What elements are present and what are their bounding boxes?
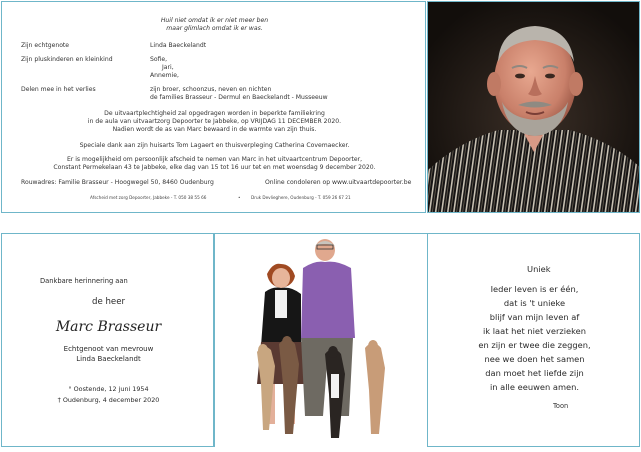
poem-title: Uniek bbox=[527, 264, 551, 274]
spouse-line-1: Echtgenoot van mevrouw bbox=[63, 345, 154, 353]
row-value-spouse: Linda Baeckelandt bbox=[150, 42, 207, 49]
farewell-line-1: Er is mogelijkheid om persoonlijk afscheid te nemen van Marc in het uitvaartcentrum Depoorter, bbox=[66, 156, 363, 163]
poem-line-1: Ieder leven is er één, bbox=[490, 284, 579, 294]
row-value-share-2: de families Brasseur - Dermul en Baeckelandt - Musseeuw bbox=[150, 94, 328, 101]
couple-photo-panel bbox=[214, 233, 427, 447]
card-inner-text-panel bbox=[1, 1, 426, 213]
row-value-child-1: Sofie, bbox=[150, 56, 168, 63]
row-label-children: Zijn pluskinderen en kleinkind bbox=[21, 56, 113, 63]
row-label-share: Delen mee in het verlies bbox=[21, 86, 96, 93]
poem-line-8: in alle eeuwen amen. bbox=[489, 382, 580, 392]
ceremony-line-2: in de aula van uitvaartzorg Depoorter te Jabbeke, op VRIJDAG 11 DECEMBER 2020. bbox=[87, 118, 342, 125]
row-label-spouse: Zijn echtgenote bbox=[21, 42, 70, 49]
poem-line-7: dan moet het liefde zijn bbox=[485, 368, 584, 378]
birth-date: ° Oostende, 12 juni 1954 bbox=[68, 385, 149, 393]
ceremony-line-1: De uitvaartplechtigheid zal opgedragen worden in beperkte familiekring bbox=[104, 110, 325, 117]
intro-text: Dankbare herinnering aan bbox=[40, 277, 128, 285]
spouse-line-2: Linda Baeckelandt bbox=[76, 355, 141, 363]
rouwadres: Rouwadres: Familie Brasseur - Hoogwegel 50, 8460 Oudenburg bbox=[21, 179, 214, 186]
card-poem-panel bbox=[427, 233, 640, 447]
poem-line-3: blijf van mijn leven af bbox=[489, 312, 580, 322]
poem-author: Toon bbox=[553, 402, 569, 410]
thanks-line: Speciale dank aan zijn huisarts Tom Lagaert en thuisverpleging Catherina Covemaecker. bbox=[79, 142, 350, 149]
quote-line-2: maar glimlach omdat ik er was. bbox=[166, 25, 263, 32]
portrait-photo bbox=[428, 2, 640, 213]
row-value-child-2: Jari, bbox=[162, 64, 174, 71]
poem-line-2: dat is 't unieke bbox=[503, 298, 566, 308]
death-date: † Oudenburg, 4 december 2020 bbox=[57, 396, 160, 404]
poem-line-5: en zijn er twee die zeggen, bbox=[478, 340, 591, 350]
row-value-child-3: Annemie, bbox=[150, 72, 179, 79]
couple-with-dogs-photo bbox=[215, 234, 428, 448]
online-condolence: Online condoleren op www.uitvaartdepoorter.be bbox=[265, 179, 412, 186]
ceremony-line-3: Nadien wordt de as van Marc bewaard in de warmte van zijn thuis. bbox=[112, 126, 317, 133]
quote-line-1: Huil niet omdat ik er niet meer ben bbox=[160, 17, 269, 24]
title-text: de heer bbox=[91, 297, 126, 307]
portrait-photo-panel bbox=[427, 1, 640, 213]
card-front-panel bbox=[1, 233, 214, 447]
footer-bullet: • bbox=[238, 195, 241, 200]
row-value-share-1: zijn broer, schoonzus, neven en nichten bbox=[150, 86, 272, 93]
poem-line-4: ik laat het niet verzieken bbox=[483, 326, 586, 336]
farewell-line-2: Constant Permekelaan 43 te Jabbeke, elke dag van 15 tot 16 uur tet en met woensdag 9 december 2020. bbox=[53, 164, 376, 171]
footer-printer: Druk Devlieghere, Oudenburg - T. 059 26 67 21 bbox=[251, 195, 351, 200]
footer-undertaker: Afscheid met zorg Depoorter, Jabbeke - T. 050 38 55 66 bbox=[90, 195, 207, 200]
deceased-name: Marc Brasseur bbox=[55, 319, 162, 335]
poem-line-6: nee we doen het samen bbox=[484, 354, 585, 364]
